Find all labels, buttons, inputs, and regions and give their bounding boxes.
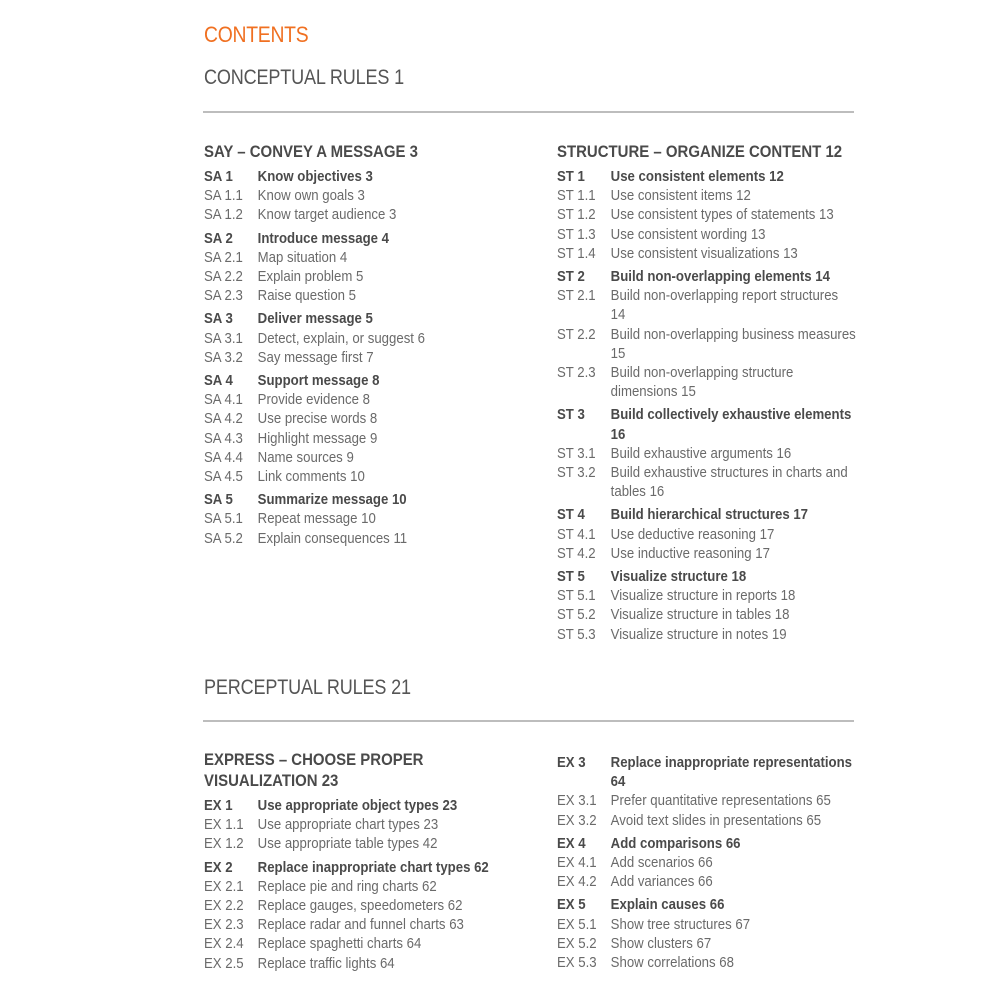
toc-entry[interactable] xyxy=(204,896,503,915)
entry-title: Use consistent items 12 xyxy=(610,187,751,205)
toc-section-entry[interactable] xyxy=(557,167,856,186)
toc-entry[interactable] xyxy=(557,225,856,244)
section-code: SA 3 xyxy=(204,310,233,328)
toc-entry[interactable] xyxy=(557,186,856,205)
toc-entry[interactable] xyxy=(204,815,503,834)
chapter-structure xyxy=(557,141,857,648)
toc-entry[interactable] xyxy=(557,286,856,324)
toc-entry[interactable] xyxy=(204,448,503,467)
toc-entry[interactable] xyxy=(204,834,503,853)
section-code: EX 2 xyxy=(204,858,233,876)
toc-entry[interactable] xyxy=(557,444,856,463)
entry-code: SA 5.1 xyxy=(204,510,243,528)
toc-section-entry[interactable] xyxy=(557,267,856,286)
section-title: Replace inappropriate chart types 62 xyxy=(257,858,489,876)
entry-title: Map situation 4 xyxy=(257,248,348,266)
toc-entry[interactable] xyxy=(557,953,856,972)
toc-section-entry[interactable] xyxy=(204,490,503,509)
toc-entry[interactable] xyxy=(557,325,856,363)
section-title: Visualize structure 18 xyxy=(610,568,747,586)
entry-title: Replace spaghetti charts 64 xyxy=(257,935,422,953)
toc-entry[interactable] xyxy=(204,954,503,973)
entry-code: SA 4.3 xyxy=(204,429,243,447)
toc-entry[interactable] xyxy=(557,544,856,563)
entry-code: ST 5.2 xyxy=(557,606,596,624)
entry-title: Use deductive reasoning 17 xyxy=(610,525,775,543)
section-code: EX 5 xyxy=(557,896,586,914)
section-code: EX 4 xyxy=(557,834,586,852)
entry-code: EX 2.1 xyxy=(204,877,244,895)
entry-title: Show clusters 67 xyxy=(610,934,712,952)
entry-title: Build exhaustive arguments 16 xyxy=(610,444,792,462)
entry-code: EX 4.2 xyxy=(557,873,597,891)
toc-entry[interactable] xyxy=(204,877,503,896)
toc-section-entry[interactable] xyxy=(204,309,503,328)
entry-code: EX 1.2 xyxy=(204,835,244,853)
toc-section-entry[interactable] xyxy=(557,405,856,443)
toc-section-entry[interactable] xyxy=(204,858,503,877)
toc-section-entry[interactable] xyxy=(557,753,856,791)
entry-title: Use consistent wording 13 xyxy=(610,225,766,243)
entry-code: ST 3.2 xyxy=(557,464,596,482)
chapter-heading[interactable]: EXPRESS – CHOOSE PROPER VISUALIZATION 23 xyxy=(204,750,424,790)
toc-entry[interactable] xyxy=(557,363,856,401)
entry-title: Build exhaustive structures in charts and tables 16 xyxy=(610,464,848,501)
entry-code: ST 1.3 xyxy=(557,225,596,243)
toc-entry[interactable] xyxy=(557,915,856,934)
section-code: EX 3 xyxy=(557,754,586,771)
divider-perceptual xyxy=(203,720,854,722)
entry-code: EX 3.1 xyxy=(557,792,597,810)
section-title: Deliver message 5 xyxy=(257,310,373,328)
entry-title: Visualize structure in notes 19 xyxy=(610,625,787,643)
entry-code: EX 3.2 xyxy=(557,811,597,829)
section-code: ST 4 xyxy=(557,506,585,524)
entry-title: Replace pie and ring charts 62 xyxy=(257,877,437,895)
entry-code: ST 4.2 xyxy=(557,544,596,562)
entry-title: Use inductive reasoning 17 xyxy=(610,544,770,562)
entry-code: SA 2.2 xyxy=(204,268,243,286)
section-code: ST 2 xyxy=(557,268,585,286)
entry-title: Say message first 7 xyxy=(257,348,374,366)
toc-entry[interactable] xyxy=(557,811,856,830)
entry-title: Replace radar and funnel charts 63 xyxy=(257,916,464,934)
chapter-say xyxy=(204,141,504,552)
entry-title: Explain consequences 11 xyxy=(257,529,408,547)
toc-section xyxy=(204,858,504,973)
entry-title: Prefer quantitative representations 65 xyxy=(610,792,831,810)
entry-code: EX 5.1 xyxy=(557,915,597,933)
toc-section-entry[interactable] xyxy=(204,167,503,186)
toc-entry[interactable] xyxy=(204,329,503,348)
entry-title: Use consistent types of statements 13 xyxy=(610,206,834,224)
entry-code: EX 1.1 xyxy=(204,816,244,834)
toc-entry[interactable] xyxy=(204,409,503,428)
divider-conceptual xyxy=(203,111,854,113)
section-code: ST 1 xyxy=(557,168,585,185)
entry-title: Build non-overlapping structure dimensions 15 xyxy=(610,364,794,401)
toc-section xyxy=(557,167,857,263)
section-code: EX 1 xyxy=(204,797,233,814)
entry-code: SA 3.2 xyxy=(204,348,243,366)
toc-entry[interactable] xyxy=(204,205,503,224)
toc-section-entry[interactable] xyxy=(204,229,503,248)
entry-code: ST 2.3 xyxy=(557,364,596,382)
entry-code: SA 2.3 xyxy=(204,287,243,305)
toc-section xyxy=(204,490,504,548)
section-title: Know objectives 3 xyxy=(257,168,373,185)
entry-code: SA 4.2 xyxy=(204,410,243,428)
toc-section xyxy=(557,505,857,563)
part-title-perceptual: PERCEPTUAL RULES 21 xyxy=(204,676,411,699)
entry-code: SA 3.1 xyxy=(204,329,243,347)
section-title: Build hierarchical structures 17 xyxy=(610,506,809,524)
toc-entry[interactable] xyxy=(557,586,856,605)
toc-entry[interactable] xyxy=(557,205,856,224)
entry-code: EX 2.4 xyxy=(204,935,244,953)
entry-title: Build non-overlapping report structures 14 xyxy=(610,287,839,324)
entry-title: Repeat message 10 xyxy=(257,510,376,528)
toc-section-entry[interactable] xyxy=(204,796,503,815)
section-title: Add comparisons 66 xyxy=(610,834,741,852)
entry-code: SA 4.4 xyxy=(204,448,243,466)
entry-title: Show tree structures 67 xyxy=(610,915,751,933)
section-title: Replace inappropriate representations 64 xyxy=(610,754,853,791)
toc-section xyxy=(204,309,504,367)
section-code: SA 1 xyxy=(204,168,233,185)
toc-section xyxy=(557,834,857,892)
entry-title: Use precise words 8 xyxy=(257,410,378,428)
entry-code: EX 4.1 xyxy=(557,854,597,872)
entry-code: ST 5.1 xyxy=(557,587,596,605)
toc-section xyxy=(557,405,857,501)
entry-code: SA 4.5 xyxy=(204,468,243,486)
chapter-express xyxy=(204,749,504,977)
entry-code: ST 5.3 xyxy=(557,625,596,643)
entry-code: ST 1.1 xyxy=(557,187,596,205)
toc-entry[interactable] xyxy=(204,934,503,953)
entry-code: EX 5.3 xyxy=(557,954,597,972)
toc-entry[interactable] xyxy=(204,509,503,528)
toc-section xyxy=(557,267,857,401)
toc-section-entry[interactable] xyxy=(557,834,856,853)
section-title: Build collectively exhaustive elements 16 xyxy=(610,406,852,443)
entry-code: SA 2.1 xyxy=(204,248,243,266)
section-code: SA 2 xyxy=(204,229,233,247)
entry-title: Explain problem 5 xyxy=(257,268,364,286)
section-code: SA 5 xyxy=(204,491,233,509)
toc-entry[interactable] xyxy=(557,463,856,501)
toc-entry[interactable] xyxy=(557,791,856,810)
toc-section xyxy=(204,796,504,854)
page-title: CONTENTS xyxy=(204,22,309,47)
entry-title: Link comments 10 xyxy=(257,468,365,486)
entry-title: Replace gauges, speedometers 62 xyxy=(257,897,463,915)
section-title: Support message 8 xyxy=(257,372,380,390)
entry-title: Visualize structure in reports 18 xyxy=(610,587,796,605)
section-title: Build non-overlapping elements 14 xyxy=(610,268,830,286)
toc-entry[interactable] xyxy=(204,267,503,286)
toc-entry[interactable] xyxy=(204,186,503,205)
toc-entry[interactable] xyxy=(204,248,503,267)
entry-code: ST 1.4 xyxy=(557,244,596,262)
section-title: Explain causes 66 xyxy=(610,896,725,914)
toc-entry[interactable] xyxy=(204,348,503,367)
chapter-express-continued xyxy=(557,753,857,976)
toc-section xyxy=(557,895,857,972)
toc-section-entry[interactable] xyxy=(204,371,503,390)
entry-code: SA 4.1 xyxy=(204,391,243,409)
entry-code: SA 5.2 xyxy=(204,529,243,547)
toc-entry[interactable] xyxy=(204,529,503,548)
entry-title: Provide evidence 8 xyxy=(257,391,370,409)
toc-entry[interactable] xyxy=(204,915,503,934)
toc-section xyxy=(204,229,504,306)
section-title: Use consistent elements 12 xyxy=(610,168,784,185)
chapter-heading[interactable]: SAY – CONVEY A MESSAGE 3 xyxy=(204,142,418,161)
entry-title: Know target audience 3 xyxy=(257,206,397,224)
part-title-conceptual: CONCEPTUAL RULES 1 xyxy=(204,66,404,89)
toc-section-entry[interactable] xyxy=(557,895,856,914)
entry-title: Detect, explain, or suggest 6 xyxy=(257,329,425,347)
toc-entry[interactable] xyxy=(557,244,856,263)
entry-code: EX 2.5 xyxy=(204,954,244,972)
toc-section-entry[interactable] xyxy=(557,567,856,586)
toc-entry[interactable] xyxy=(557,853,856,872)
entry-code: EX 2.2 xyxy=(204,897,244,915)
toc-section xyxy=(204,167,504,225)
entry-code: ST 2.1 xyxy=(557,287,596,305)
entry-title: Visualize structure in tables 18 xyxy=(610,606,790,624)
entry-title: Know own goals 3 xyxy=(257,187,365,205)
entry-title: Avoid text slides in presentations 65 xyxy=(610,811,822,829)
entry-title: Use appropriate chart types 23 xyxy=(257,816,439,834)
toc-section-entry[interactable] xyxy=(557,505,856,524)
entry-title: Use appropriate table types 42 xyxy=(257,835,438,853)
entry-title: Add variances 66 xyxy=(610,873,713,891)
entry-title: Use consistent visualizations 13 xyxy=(610,244,798,262)
section-title: Use appropriate object types 23 xyxy=(257,797,458,814)
entry-code: ST 3.1 xyxy=(557,444,596,462)
chapter-heading[interactable]: STRUCTURE – ORGANIZE CONTENT 12 xyxy=(557,142,843,161)
section-code: ST 5 xyxy=(557,568,585,586)
entry-title: Raise question 5 xyxy=(257,287,357,305)
section-title: Summarize message 10 xyxy=(257,491,407,509)
entry-code: SA 1.1 xyxy=(204,187,243,205)
entry-code: ST 4.1 xyxy=(557,525,596,543)
toc-entry[interactable] xyxy=(557,872,856,891)
entry-title: Build non-overlapping business measures 15 xyxy=(610,325,856,362)
toc-section xyxy=(557,753,857,830)
entry-title: Highlight message 9 xyxy=(257,429,378,447)
section-title: Introduce message 4 xyxy=(257,229,390,247)
entry-code: EX 5.2 xyxy=(557,934,597,952)
toc-section xyxy=(204,371,504,486)
toc-entry[interactable] xyxy=(204,286,503,305)
section-code: SA 4 xyxy=(204,372,233,390)
toc-entry[interactable] xyxy=(204,390,503,409)
toc-entry[interactable] xyxy=(204,429,503,448)
entry-code: ST 1.2 xyxy=(557,206,596,224)
toc-entry[interactable] xyxy=(204,467,503,486)
entry-title: Add scenarios 66 xyxy=(610,854,713,872)
section-code: ST 3 xyxy=(557,406,585,424)
entry-title: Replace traffic lights 64 xyxy=(257,954,395,972)
entry-code: ST 2.2 xyxy=(557,325,596,343)
toc-entry[interactable] xyxy=(557,934,856,953)
toc-section xyxy=(557,567,857,644)
entry-code: SA 1.2 xyxy=(204,206,243,224)
toc-entry[interactable] xyxy=(557,605,856,624)
entry-title: Show correlations 68 xyxy=(610,954,734,972)
toc-entry[interactable] xyxy=(557,525,856,544)
entry-title: Name sources 9 xyxy=(257,448,354,466)
entry-code: EX 2.3 xyxy=(204,916,244,934)
toc-entry[interactable] xyxy=(557,625,856,644)
